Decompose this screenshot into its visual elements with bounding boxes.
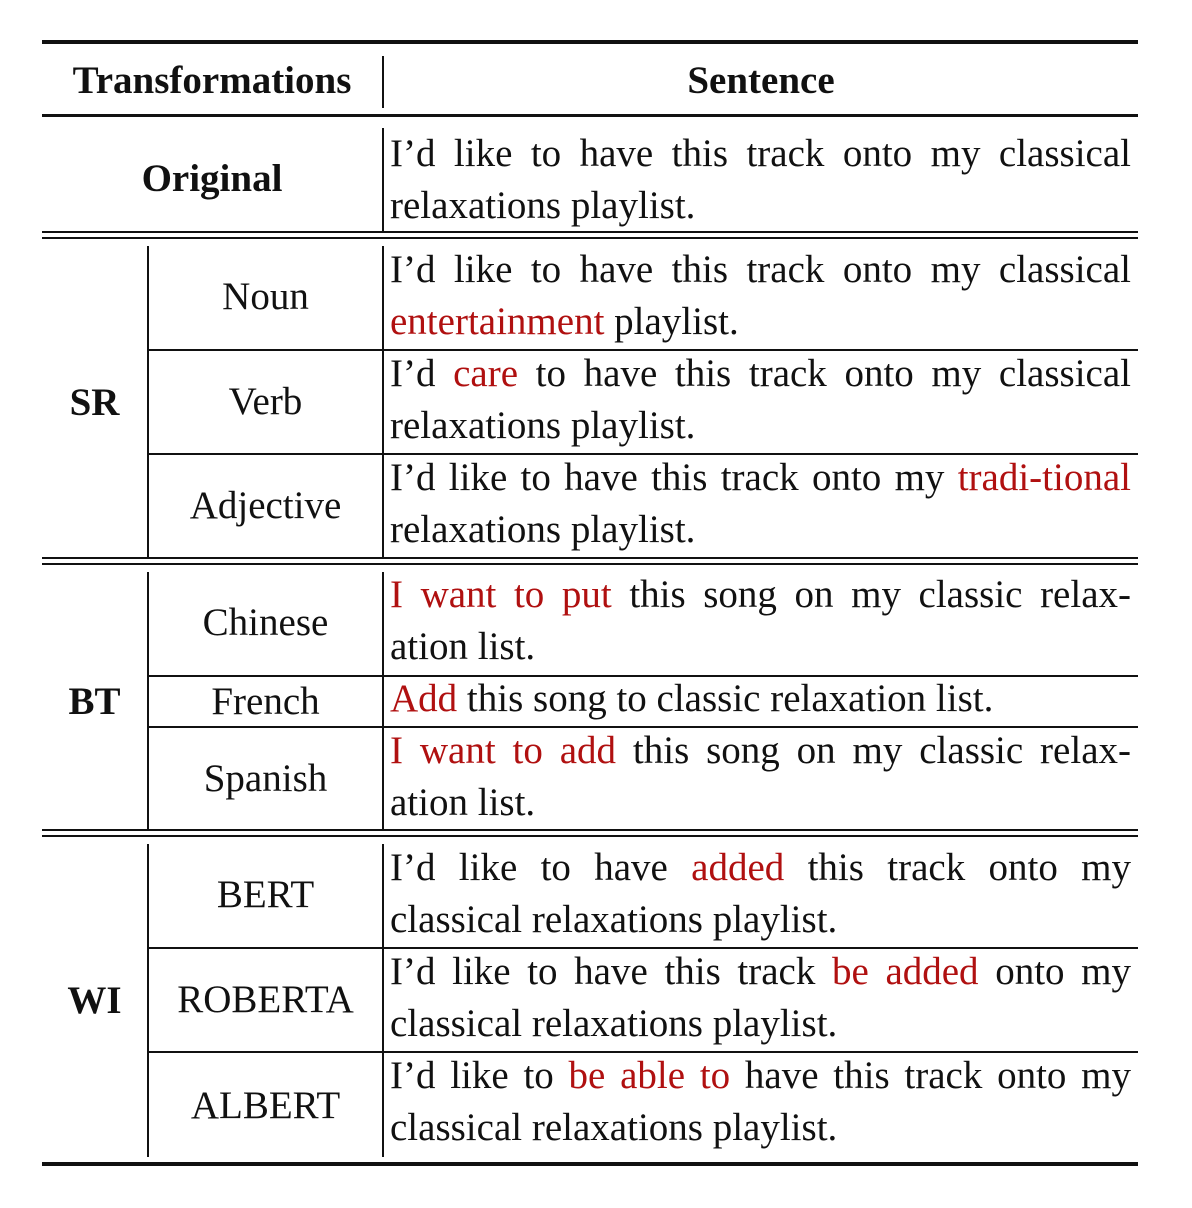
changed-words: I want to add [390,729,617,772]
sentence-text: to have this track onto my classical relaxations playlist. [390,352,1131,447]
row-label-roberta: ROBERTA [177,977,354,1021]
sentence-verb [390,348,1131,452]
group-label-sr: SR [69,381,120,424]
header-sentence: Sentence [687,58,835,102]
row-label-albert: ALBERT [190,1083,341,1127]
sentence-french [390,673,1131,725]
sentence-text: relaxations playlist. [390,508,696,551]
group-label-bt: BT [68,680,121,723]
sentence-bert [390,842,1131,946]
sentence-text: I’d like to have [390,846,692,889]
header-rule [42,114,1138,117]
sentence-adjective [390,452,1131,556]
column-divider [382,128,384,232]
changed-words: be added [832,950,979,993]
changed-words: Add [390,677,458,720]
sentence-text: I’d like to have this track onto my classical relaxations playlist. [390,132,1131,227]
double-rule-1b [42,237,1138,239]
header-transformations: Transformations [72,58,352,102]
sentence-text: I’d [390,352,454,395]
group-label-wi: WI [67,979,122,1022]
rule-sr-bt-b [42,563,1138,565]
sentence-text: this song to classic relaxation list. [457,677,994,720]
sentence-text: this song on my classic relax-​ation list. [390,729,1131,824]
changed-words: care [453,352,519,395]
changed-words: tradi-​tional [957,456,1131,499]
double-rule-2b [42,835,1138,837]
changed-words: entertainment [390,300,605,343]
rule-sr-bt [42,557,1138,559]
original-label: Original [141,156,283,200]
sentence-text: playlist. [604,300,739,343]
row-label-bert: BERT [216,873,315,916]
top-rule [42,40,1138,44]
column-divider [382,572,384,831]
sentence-text: I’d like to have this track onto my classical [390,248,1131,291]
row-label-noun: Noun [222,275,309,318]
sentence-albert [390,1050,1131,1154]
sentence-chinese [390,569,1131,673]
sentence-spanish [390,725,1131,829]
sentence-noun [390,244,1131,348]
row-label-chinese: Chinese [202,601,329,644]
row-label-verb: Verb [228,379,303,423]
row-label-spanish: Spanish [203,756,328,800]
sentence-roberta [390,946,1131,1050]
column-divider [382,844,384,1157]
row-label-adjective: Adjective [189,483,342,527]
row-label-french: French [211,679,320,723]
sentence-text: onto my classical relaxations playlist. [390,950,1131,1045]
changed-words: I want to put [390,573,612,616]
changed-words: added [691,846,785,889]
sentence-text: this song on my classic relax-​ation list. [390,573,1132,668]
double-rule-2a [42,829,1138,831]
changed-words: be able to [568,1054,731,1097]
sentence-text: have this track onto my classical relaxations playlist. [390,1054,1131,1149]
sentence-text: I’d like to have this track [390,950,832,993]
column-divider [382,246,384,559]
sentence-text: I’d like to have this track onto my [390,456,958,499]
original-sentence [390,128,1131,232]
sentence-text: this track onto my classical relaxations playlist. [390,846,1131,941]
sentence-text: I’d like to [390,1054,569,1097]
bottom-rule [42,1162,1138,1166]
